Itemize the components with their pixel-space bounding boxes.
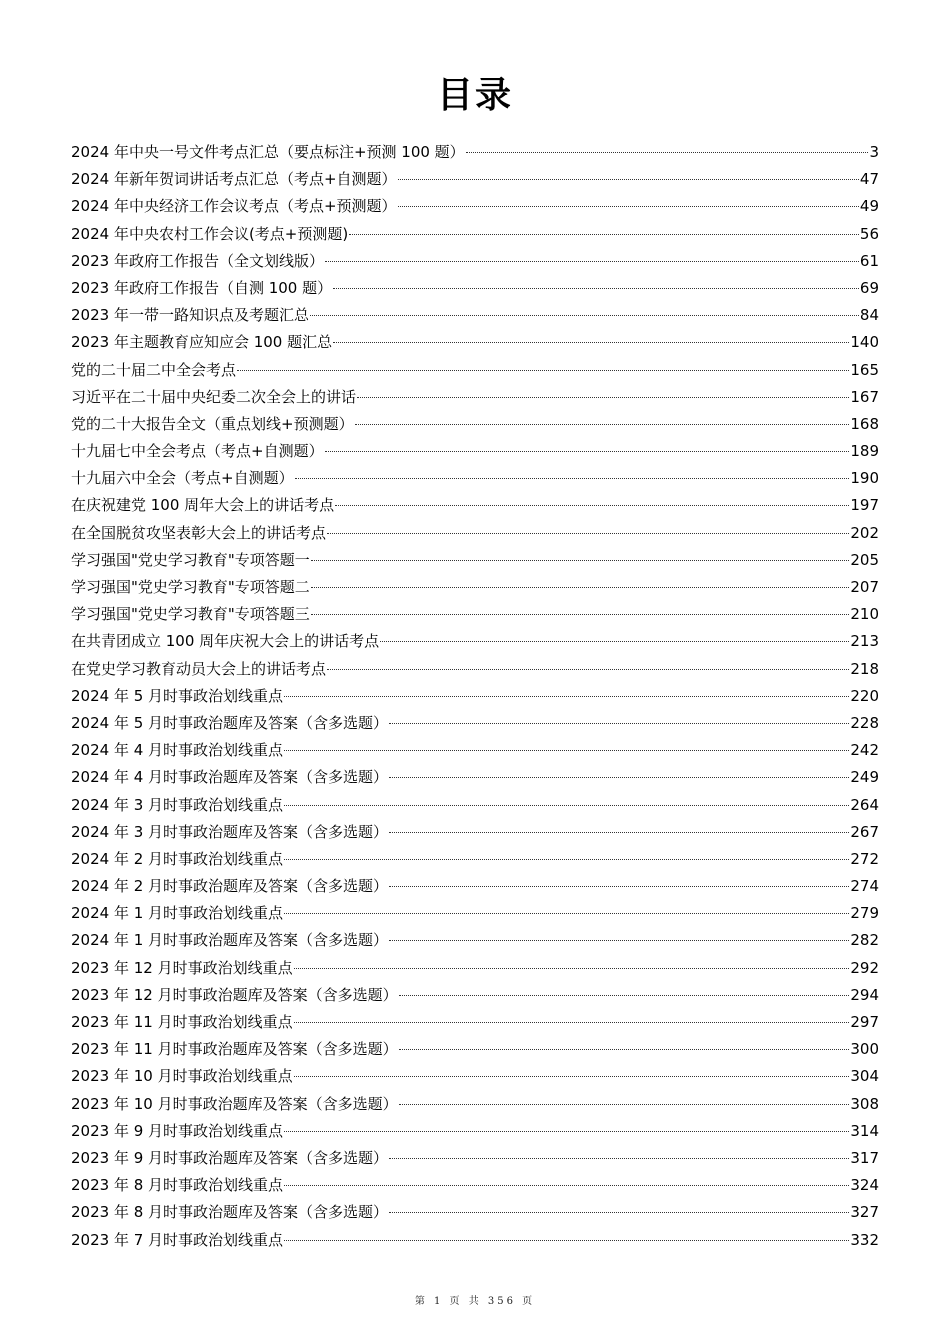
toc-entry-title[interactable]: 十九届七中全会考点（考点+自测题） — [71, 442, 324, 461]
toc-entry[interactable] — [71, 574, 879, 601]
toc-entry[interactable] — [71, 1036, 879, 1063]
toc-entry[interactable] — [71, 873, 879, 900]
toc-entry[interactable] — [71, 764, 879, 791]
toc-entry-page-number[interactable]: 202 — [850, 523, 879, 542]
toc-entry-title[interactable]: 2024 年中央经济工作会议考点（考点+预测题） — [71, 197, 397, 216]
toc-entry-title[interactable]: 党的二十届二中全会考点 — [71, 360, 237, 379]
toc-dot-leader — [327, 533, 849, 534]
toc-entry[interactable] — [71, 193, 879, 220]
toc-entry-page-number[interactable]: 308 — [850, 1094, 879, 1113]
toc-dot-leader — [389, 1158, 849, 1159]
toc-entry[interactable] — [71, 927, 879, 954]
toc-entry-page-number[interactable]: 324 — [850, 1176, 879, 1195]
toc-entry-page-number[interactable]: 3 — [869, 143, 879, 161]
toc-entry-page-number[interactable]: 292 — [850, 958, 879, 977]
toc-dot-leader — [284, 1131, 849, 1132]
toc-dot-leader — [333, 342, 849, 343]
toc-entry-title[interactable]: 2023 年政府工作报告（全文划线版） — [71, 251, 324, 270]
toc-entry[interactable] — [71, 846, 879, 873]
toc-entry-page-number[interactable]: 297 — [850, 1013, 879, 1031]
toc-dot-leader — [284, 805, 849, 806]
toc-dot-leader — [284, 750, 849, 751]
toc-entry[interactable] — [71, 1145, 879, 1172]
toc-entry-page-number[interactable]: 294 — [850, 985, 879, 1004]
toc-entry-title[interactable]: 2023 年 10 月时事政治题库及答案（含多选题） — [71, 1094, 398, 1113]
toc-entry[interactable] — [71, 1199, 879, 1226]
toc-entry-title[interactable]: 2023 年 7 月时事政治划线重点 — [71, 1230, 284, 1249]
toc-entry-page-number[interactable]: 249 — [850, 768, 879, 787]
toc-entry-page-number[interactable]: 267 — [850, 822, 879, 841]
toc-entry-page-number[interactable]: 205 — [850, 550, 879, 569]
toc-dot-leader — [327, 669, 849, 670]
toc-entry-title[interactable]: 2023 年 11 月时事政治题库及答案（含多选题） — [71, 1040, 398, 1059]
toc-dot-leader — [398, 179, 859, 180]
toc-entry[interactable] — [71, 628, 879, 655]
toc-dot-leader — [349, 234, 859, 235]
toc-entry[interactable] — [71, 520, 879, 547]
table-of-contents — [71, 139, 879, 1254]
toc-entry-page-number[interactable]: 210 — [850, 605, 879, 624]
toc-dot-leader — [294, 968, 850, 969]
toc-entry-page-number[interactable]: 189 — [850, 442, 879, 461]
toc-entry-title[interactable]: 2023 年主题教育应知应会 100 题汇总 — [71, 333, 333, 352]
toc-entry-title[interactable]: 2023 年 12 月时事政治划线重点 — [71, 958, 293, 977]
toc-entry-page-number[interactable]: 304 — [850, 1067, 879, 1086]
toc-entry-page-number[interactable]: 84 — [859, 306, 879, 325]
toc-entry-page-number[interactable]: 282 — [850, 931, 879, 950]
toc-entry-title[interactable]: 2024 年 5 月时事政治划线重点 — [71, 686, 284, 705]
toc-entry[interactable] — [71, 302, 879, 329]
toc-entry-title[interactable]: 2023 年一带一路知识点及考题汇总 — [71, 306, 309, 325]
toc-entry[interactable] — [71, 1118, 879, 1145]
toc-entry[interactable] — [71, 601, 879, 628]
toc-entry[interactable] — [71, 547, 879, 574]
toc-entry-title[interactable]: 2024 年 3 月时事政治划线重点 — [71, 795, 284, 814]
toc-entry-title[interactable]: 在共青团成立 100 周年庆祝大会上的讲话考点 — [71, 632, 380, 651]
toc-entry[interactable] — [71, 683, 879, 710]
toc-entry-title[interactable]: 2023 年 8 月时事政治划线重点 — [71, 1176, 284, 1195]
toc-entry[interactable] — [71, 492, 879, 519]
toc-entry-page-number[interactable]: 207 — [850, 578, 879, 596]
toc-dot-leader — [294, 1022, 850, 1023]
toc-dot-leader — [335, 505, 849, 506]
toc-entry-title[interactable]: 2024 年 4 月时事政治题库及答案（含多选题） — [71, 768, 389, 787]
toc-dot-leader — [389, 1212, 849, 1213]
toc-entry-title[interactable]: 2024 年 1 月时事政治划线重点 — [71, 904, 284, 923]
toc-entry[interactable] — [71, 792, 879, 819]
toc-entry-title[interactable]: 2023 年 10 月时事政治划线重点 — [71, 1067, 293, 1086]
toc-dot-leader — [295, 478, 850, 479]
toc-entry-title[interactable]: 学习强国"党史学习教育"专项答题二 — [71, 578, 310, 596]
toc-dot-leader — [333, 288, 859, 289]
toc-entry-page-number[interactable]: 190 — [850, 469, 879, 488]
toc-entry-page-number[interactable]: 47 — [859, 170, 879, 189]
toc-entry-title[interactable]: 2024 年中央农村工作会议(考点+预测题) — [71, 224, 349, 243]
toc-entry-page-number[interactable]: 168 — [850, 414, 879, 433]
toc-entry-title[interactable]: 2023 年 8 月时事政治题库及答案（含多选题） — [71, 1203, 389, 1222]
toc-entry[interactable] — [71, 139, 879, 166]
toc-dot-leader — [399, 1104, 850, 1105]
toc-dot-leader — [325, 261, 859, 262]
toc-entry[interactable] — [71, 710, 879, 737]
toc-entry-page-number[interactable]: 272 — [850, 849, 879, 868]
toc-dot-leader — [284, 696, 849, 697]
toc-entry-page-number[interactable]: 165 — [850, 360, 879, 379]
toc-dot-leader — [399, 995, 850, 996]
toc-entry-title[interactable]: 2024 年 3 月时事政治题库及答案（含多选题） — [71, 822, 389, 841]
toc-entry[interactable] — [71, 1172, 879, 1199]
toc-entry[interactable] — [71, 438, 879, 465]
toc-entry[interactable] — [71, 166, 879, 193]
toc-entry[interactable] — [71, 1063, 879, 1090]
toc-dot-leader — [237, 370, 849, 371]
toc-entry[interactable] — [71, 1227, 879, 1254]
toc-entry[interactable] — [71, 384, 879, 411]
toc-entry[interactable] — [71, 656, 879, 683]
toc-entry-title[interactable]: 2023 年政府工作报告（自测 100 题） — [71, 278, 333, 297]
toc-entry[interactable] — [71, 248, 879, 275]
toc-entry-page-number[interactable]: 327 — [850, 1203, 879, 1222]
toc-entry-page-number[interactable]: 140 — [850, 333, 879, 352]
toc-dot-leader — [325, 451, 850, 452]
toc-entry-title[interactable]: 党的二十大报告全文（重点划线+预测题） — [71, 414, 354, 433]
toc-entry-title[interactable]: 2024 年新年贺词讲话考点汇总（考点+自测题） — [71, 170, 397, 189]
toc-dot-leader — [380, 641, 849, 642]
toc-entry-page-number[interactable]: 274 — [850, 877, 879, 896]
toc-dot-leader — [389, 723, 849, 724]
toc-entry-title[interactable]: 2023 年 9 月时事政治划线重点 — [71, 1121, 284, 1140]
toc-entry-page-number[interactable]: 264 — [850, 795, 879, 814]
toc-entry-page-number[interactable]: 317 — [850, 1148, 879, 1167]
toc-dot-leader — [311, 560, 850, 561]
toc-entry-page-number[interactable]: 314 — [850, 1121, 879, 1140]
toc-dot-leader — [398, 206, 859, 207]
toc-dot-leader — [284, 1185, 849, 1186]
toc-dot-leader — [284, 1240, 849, 1241]
toc-entry[interactable] — [71, 819, 879, 846]
toc-dot-leader — [357, 397, 849, 398]
toc-dot-leader — [389, 940, 849, 941]
toc-entry-page-number[interactable]: 228 — [850, 713, 879, 732]
toc-dot-leader — [284, 913, 849, 914]
toc-entry-page-number[interactable]: 300 — [850, 1040, 879, 1059]
toc-dot-leader — [355, 424, 850, 425]
toc-entry-title[interactable]: 学习强国"党史学习教育"专项答题一 — [71, 550, 310, 569]
toc-entry-page-number[interactable]: 167 — [850, 387, 879, 406]
toc-entry-page-number[interactable]: 279 — [850, 904, 879, 923]
toc-entry[interactable] — [71, 221, 879, 248]
toc-entry-title[interactable]: 2024 年 4 月时事政治划线重点 — [71, 741, 284, 760]
toc-entry-title[interactable]: 2023 年 12 月时事政治题库及答案（含多选题） — [71, 985, 398, 1004]
toc-entry-page-number[interactable]: 61 — [859, 251, 879, 270]
toc-entry-title[interactable]: 在庆祝建党 100 周年大会上的讲话考点 — [71, 496, 335, 515]
toc-entry-title[interactable]: 2024 年 2 月时事政治题库及答案（含多选题） — [71, 877, 389, 896]
toc-entry[interactable] — [71, 329, 879, 356]
toc-entry[interactable] — [71, 465, 879, 492]
toc-entry-title[interactable]: 学习强国"党史学习教育"专项答题三 — [71, 605, 310, 624]
page-footer: 第 1 页 共 356 页 — [414, 1296, 536, 1307]
toc-entry-page-number[interactable]: 220 — [850, 686, 879, 705]
toc-entry-page-number[interactable]: 213 — [850, 632, 879, 651]
toc-entry-title[interactable]: 十九届六中全会（考点+自测题） — [71, 469, 294, 488]
toc-entry-title[interactable]: 2023 年 9 月时事政治题库及答案（含多选题） — [71, 1148, 389, 1167]
toc-dot-leader — [284, 859, 849, 860]
toc-entry-page-number[interactable]: 49 — [859, 197, 879, 216]
toc-entry[interactable] — [71, 900, 879, 927]
toc-entry-title[interactable]: 2024 年 5 月时事政治题库及答案（含多选题） — [71, 713, 389, 732]
toc-entry-page-number[interactable]: 242 — [850, 741, 879, 760]
toc-entry-title[interactable]: 2024 年 1 月时事政治题库及答案（含多选题） — [71, 931, 389, 950]
toc-dot-leader — [311, 587, 850, 588]
toc-dot-leader — [389, 832, 849, 833]
toc-dot-leader — [294, 1076, 850, 1077]
toc-dot-leader — [310, 315, 859, 316]
toc-entry-title[interactable]: 2023 年 11 月时事政治划线重点 — [71, 1013, 293, 1031]
toc-entry[interactable] — [71, 1009, 879, 1036]
toc-dot-leader — [399, 1049, 850, 1050]
toc-entry[interactable] — [71, 1091, 879, 1118]
toc-entry-page-number[interactable]: 218 — [850, 659, 879, 678]
toc-entry[interactable] — [71, 982, 879, 1009]
toc-entry-title[interactable]: 2024 年中央一号文件考点汇总（要点标注+预测 100 题） — [71, 143, 465, 161]
toc-entry-page-number[interactable]: 332 — [850, 1230, 879, 1249]
toc-entry-title[interactable]: 2024 年 2 月时事政治划线重点 — [71, 849, 284, 868]
toc-entry-title[interactable]: 习近平在二十届中央纪委二次全会上的讲话 — [71, 387, 357, 406]
toc-dot-leader — [389, 886, 849, 887]
toc-entry[interactable] — [71, 357, 879, 384]
page-title: 目录 — [436, 75, 513, 116]
toc-entry-page-number[interactable]: 56 — [859, 224, 879, 243]
toc-entry-page-number[interactable]: 69 — [859, 278, 879, 297]
toc-entry[interactable] — [71, 275, 879, 302]
toc-dot-leader — [311, 614, 850, 615]
toc-dot-leader — [466, 152, 869, 153]
toc-dot-leader — [389, 777, 849, 778]
toc-entry-title[interactable]: 在党史学习教育动员大会上的讲话考点 — [71, 659, 327, 678]
toc-entry[interactable] — [71, 737, 879, 764]
toc-entry[interactable] — [71, 411, 879, 438]
toc-entry-title[interactable]: 在全国脱贫攻坚表彰大会上的讲话考点 — [71, 523, 327, 542]
toc-entry[interactable] — [71, 955, 879, 982]
toc-entry-page-number[interactable]: 197 — [850, 496, 879, 515]
